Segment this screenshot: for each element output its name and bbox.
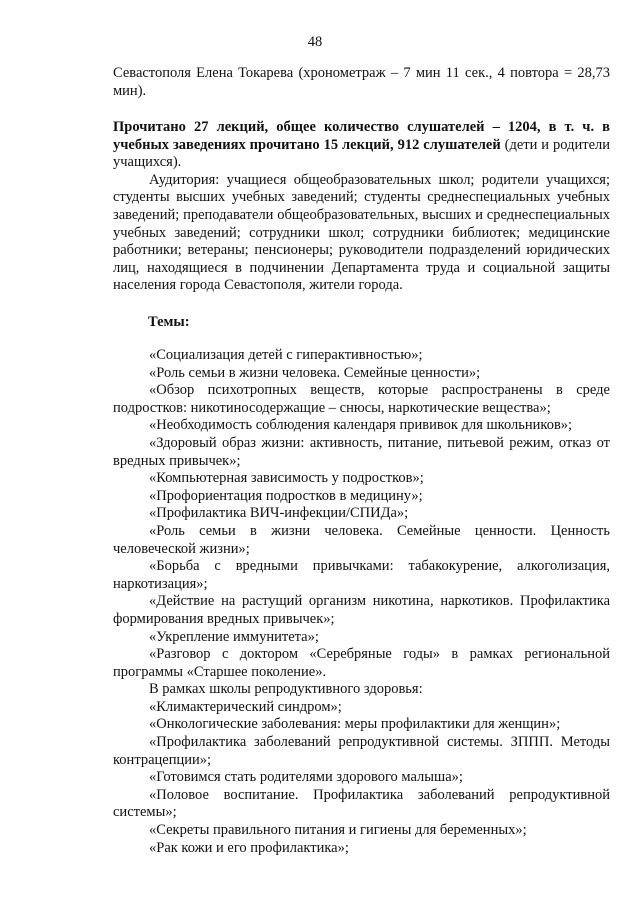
topic-item: «Обзор психотропных веществ, которые распространены в среде подростков: никотиносодержащие – снюсы, наркотические вещества»; <box>113 382 610 416</box>
page-number: 48 <box>307 34 323 50</box>
summary-bold-text: Прочитано 27 лекций, общее количество слушателей – 1204, в т. ч. в учебных заведениях прочитано 15 лекций, 912 слушателей <box>113 119 610 153</box>
topic-item: «Компьютерная зависимость у подростков»; <box>149 470 424 487</box>
topic-item: В рамках школы репродуктивного здоровья: <box>149 681 423 698</box>
topic-item: «Действие на растущий организм никотина, наркотиков. Профилактика формирования вредных привычек»; <box>113 593 610 627</box>
topic-item: «Готовимся стать родителями здорового малыша»; <box>149 769 463 786</box>
topic-item: «Роль семьи в жизни человека. Семейные ценности»; <box>149 364 481 381</box>
topic-item: «Необходимость соблюдения календаря прививок для школьников»; <box>149 417 573 434</box>
topic-item: «Профилактика ВИЧ-инфекции/СПИДа»; <box>149 505 409 522</box>
topic-item: «Онкологические заболевания: меры профилактики для женщин»; <box>149 716 561 733</box>
intro-paragraph <box>113 65 610 100</box>
topic-item: «Укрепление иммунитета»; <box>149 628 319 645</box>
topic-item: «Борьба с вредными привычками: табакокурение, алкоголизация, наркотизация»; <box>113 558 610 592</box>
topic-item: «Здоровый образ жизни: активность, питание, питьевой режим, отказ от вредных привычек»; <box>113 434 610 469</box>
intro-text: Севастополя Елена Токарева (хронометраж – 7 мин 11 сек., 4 повтора = 28,73 мин). <box>113 65 610 99</box>
topic-item: «Роль семьи в жизни человека. Семейные ценности. Ценность человеческой жизни»; <box>113 522 610 557</box>
topic-item: «Секреты правильного питания и гигиены для беременных»; <box>149 822 527 839</box>
topic-item: «Половое воспитание. Профилактика заболеваний репродуктивной системы»; <box>113 786 610 821</box>
summary-rest-text: (дети и родители учащихся). <box>113 136 610 171</box>
topic-item: «Рак кожи и его профилактика»; <box>149 839 349 856</box>
topic-item: «Разговор с доктором «Серебряные годы» в рамках региональной программы «Старшее поколение». <box>113 646 610 680</box>
summary-paragraph <box>113 119 610 172</box>
topics-list <box>113 347 610 857</box>
summary-block <box>113 119 610 295</box>
topic-item: «Социализация детей с гиперактивностью»; <box>149 347 423 363</box>
topic-item: «Климактерический синдром»; <box>149 698 342 715</box>
topic-item: «Профилактика заболеваний репродуктивной системы. ЗППП. Методы контрацепции»; <box>113 734 610 768</box>
audience-paragraph: Аудитория: учащиеся общеобразовательных школ; родители учащихся; студенты высших учебных заведений; студенты среднеспециальных учебных заведений; преподаватели общеобразовательных, высших и среднеспециальных учебных заведений; сотрудники школ; сотрудники библиотек; медицинские работники; ветераны; пенсионеры; руководители подразделений юридических лиц, находящиеся в подчинении Департамента труда и социальной защиты населения города Севастополя, жители города. <box>113 171 610 294</box>
topic-item: «Профориентация подростков в медицину»; <box>149 487 423 504</box>
topics-heading: Темы: <box>148 314 190 330</box>
